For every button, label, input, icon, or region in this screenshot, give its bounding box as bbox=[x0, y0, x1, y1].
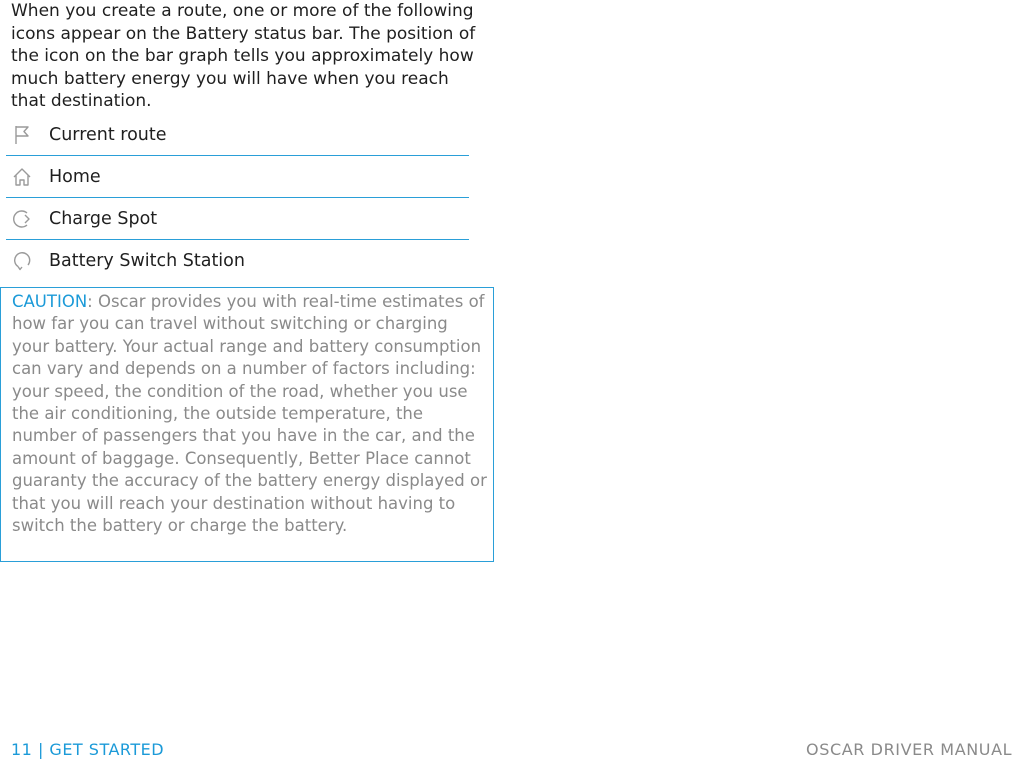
footer-manual-title: OSCAR DRIVER MANUAL bbox=[806, 740, 1013, 759]
charge-spot-icon bbox=[11, 208, 33, 230]
footer-page-section: 11 | GET STARTED bbox=[11, 740, 165, 759]
caution-paragraph bbox=[12, 291, 489, 537]
home-icon bbox=[11, 166, 33, 188]
list-item-label: Home bbox=[49, 166, 101, 187]
route-icon-list bbox=[6, 114, 469, 281]
list-item-home bbox=[6, 156, 469, 198]
list-item-label: Charge Spot bbox=[49, 208, 158, 229]
flag-icon bbox=[11, 124, 33, 146]
caution-box bbox=[0, 287, 494, 562]
list-item-label: Battery Switch Station bbox=[49, 250, 245, 271]
caution-body: : Oscar provides you with real-time estimates of how far you can travel without switching or charging your battery. Your actual range and battery consumption can vary and depends on a number of factors including: your speed, the condition of the road, whether you use the air conditioning, the outside temperature, the number of passengers that you have in the car, and the amount of baggage. Consequently, Better Place cannot guaranty the accuracy of the battery energy displayed or that you will reach your destination without having to switch the battery or charge the battery. bbox=[12, 292, 487, 536]
list-item-label: Current route bbox=[49, 124, 167, 145]
list-item-battery-switch-station bbox=[6, 240, 469, 281]
list-item-charge-spot bbox=[6, 198, 469, 240]
caution-label: CAUTION bbox=[12, 292, 88, 311]
intro-paragraph: When you create a route, one or more of the following icons appear on the Battery status bar. The position of the icon on the bar graph tells you approximately how much battery energy you will have when you reach that destination. bbox=[11, 1, 476, 111]
list-item-current-route bbox=[6, 114, 469, 156]
battery-switch-icon bbox=[11, 250, 33, 272]
